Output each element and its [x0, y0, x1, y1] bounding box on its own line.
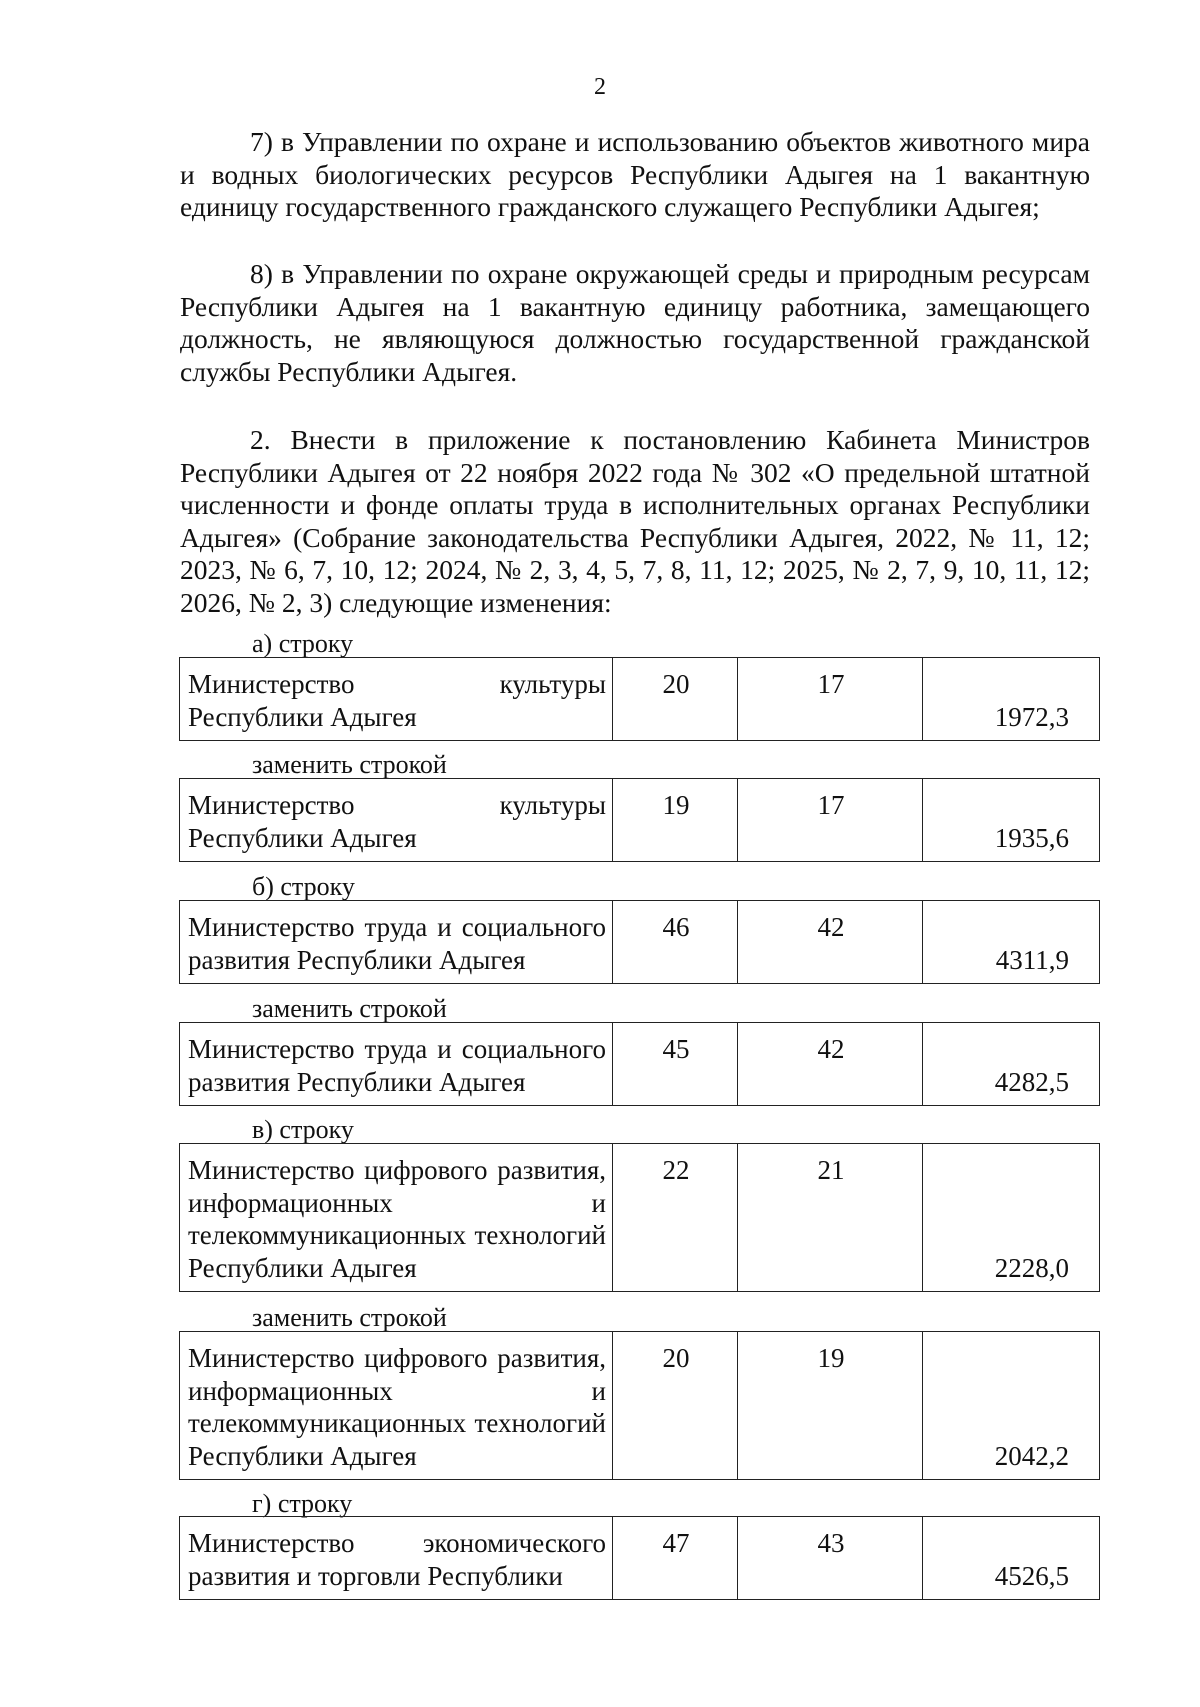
- label-item-a: а) строку: [252, 629, 354, 658]
- label-item-v: в) строку: [252, 1115, 354, 1144]
- table-row-b-new: [179, 1022, 1100, 1106]
- page-number: 2: [594, 74, 606, 100]
- table-row-v-old: [179, 1143, 1100, 1292]
- table-row-a-old: [179, 657, 1100, 741]
- row-name: Министерство культуры Республики Адыгея: [180, 779, 613, 862]
- row-value-1: 45: [613, 1023, 738, 1106]
- row-value-3: 2228,0: [923, 1144, 1100, 1292]
- row-value-2: 21: [738, 1144, 923, 1292]
- row-value-3: 4282,5: [923, 1023, 1100, 1106]
- table-row-a-new: [179, 778, 1100, 862]
- row-value-3: 4311,9: [923, 901, 1100, 984]
- row-value-3: 1935,6: [923, 779, 1100, 862]
- label-replace-b: заменить строкой: [252, 994, 447, 1023]
- row-value-3: 4526,5: [923, 1517, 1100, 1600]
- row-value-1: 46: [613, 901, 738, 984]
- label-replace-a: заменить строкой: [252, 750, 447, 779]
- label-item-b: б) строку: [252, 872, 355, 901]
- row-value-2: 43: [738, 1517, 923, 1600]
- table-row-v-new: [179, 1331, 1100, 1480]
- row-value-1: 19: [613, 779, 738, 862]
- row-value-3: 1972,3: [923, 658, 1100, 741]
- row-value-1: 47: [613, 1517, 738, 1600]
- row-name: Министерство труда и социального развития Республики Адыгея: [180, 901, 613, 984]
- paragraph-item-7: 7) в Управлении по охране и использованию объектов животного мира и водных биологических ресурсов Республики Адыгея на 1 вакантную единицу государственного гражданского служащего Республики Адыгея;: [180, 126, 1090, 222]
- row-name: Министерство труда и социального развития Республики Адыгея: [180, 1023, 613, 1106]
- row-name: Министерство экономического развития и торговли Республики: [180, 1517, 613, 1600]
- row-value-2: 17: [738, 658, 923, 741]
- row-value-2: 17: [738, 779, 923, 862]
- label-item-g: г) строку: [252, 1489, 353, 1518]
- row-value-2: 19: [738, 1332, 923, 1480]
- row-value-2: 42: [738, 1023, 923, 1106]
- row-value-1: 22: [613, 1144, 738, 1292]
- row-name: Министерство цифрового развития, информационных и телекоммуникационных технологий Республики Адыгея: [180, 1144, 613, 1292]
- row-value-3: 2042,2: [923, 1332, 1100, 1480]
- table-row-b-old: [179, 900, 1100, 984]
- label-replace-v: заменить строкой: [252, 1303, 447, 1332]
- paragraph-clause-2: 2. Внести в приложение к постановлению Кабинета Министров Республики Адыгея от 22 ноября 2022 года № 302 «О предельной штатной численности и фонде оплаты труда в исполнительных органах Республики Адыгея» (Собрание законодательства Республики Адыгея, 2022, № 11, 12; 2023, № 6, 7, 10, 12; 2024, № 2, 3, 4, 5, 7, 8, 11, 12; 2025, № 2, 7, 9, 10, 11, 12; 2026, № 2, 3) следующие изменения:: [180, 424, 1090, 618]
- row-value-1: 20: [613, 1332, 738, 1480]
- row-value-1: 20: [613, 658, 738, 741]
- row-name: Министерство цифрового развития, информационных и телекоммуникационных технологий Республики Адыгея: [180, 1332, 613, 1480]
- paragraph-item-8: 8) в Управлении по охране окружающей среды и природным ресурсам Республики Адыгея на 1 вакантную единицу работника, замещающего должность, не являющуюся должностью государственной гражданской службы Республики Адыгея.: [180, 258, 1090, 387]
- row-value-2: 42: [738, 901, 923, 984]
- table-row-g-old: [179, 1516, 1100, 1600]
- row-name: Министерство культуры Республики Адыгея: [180, 658, 613, 741]
